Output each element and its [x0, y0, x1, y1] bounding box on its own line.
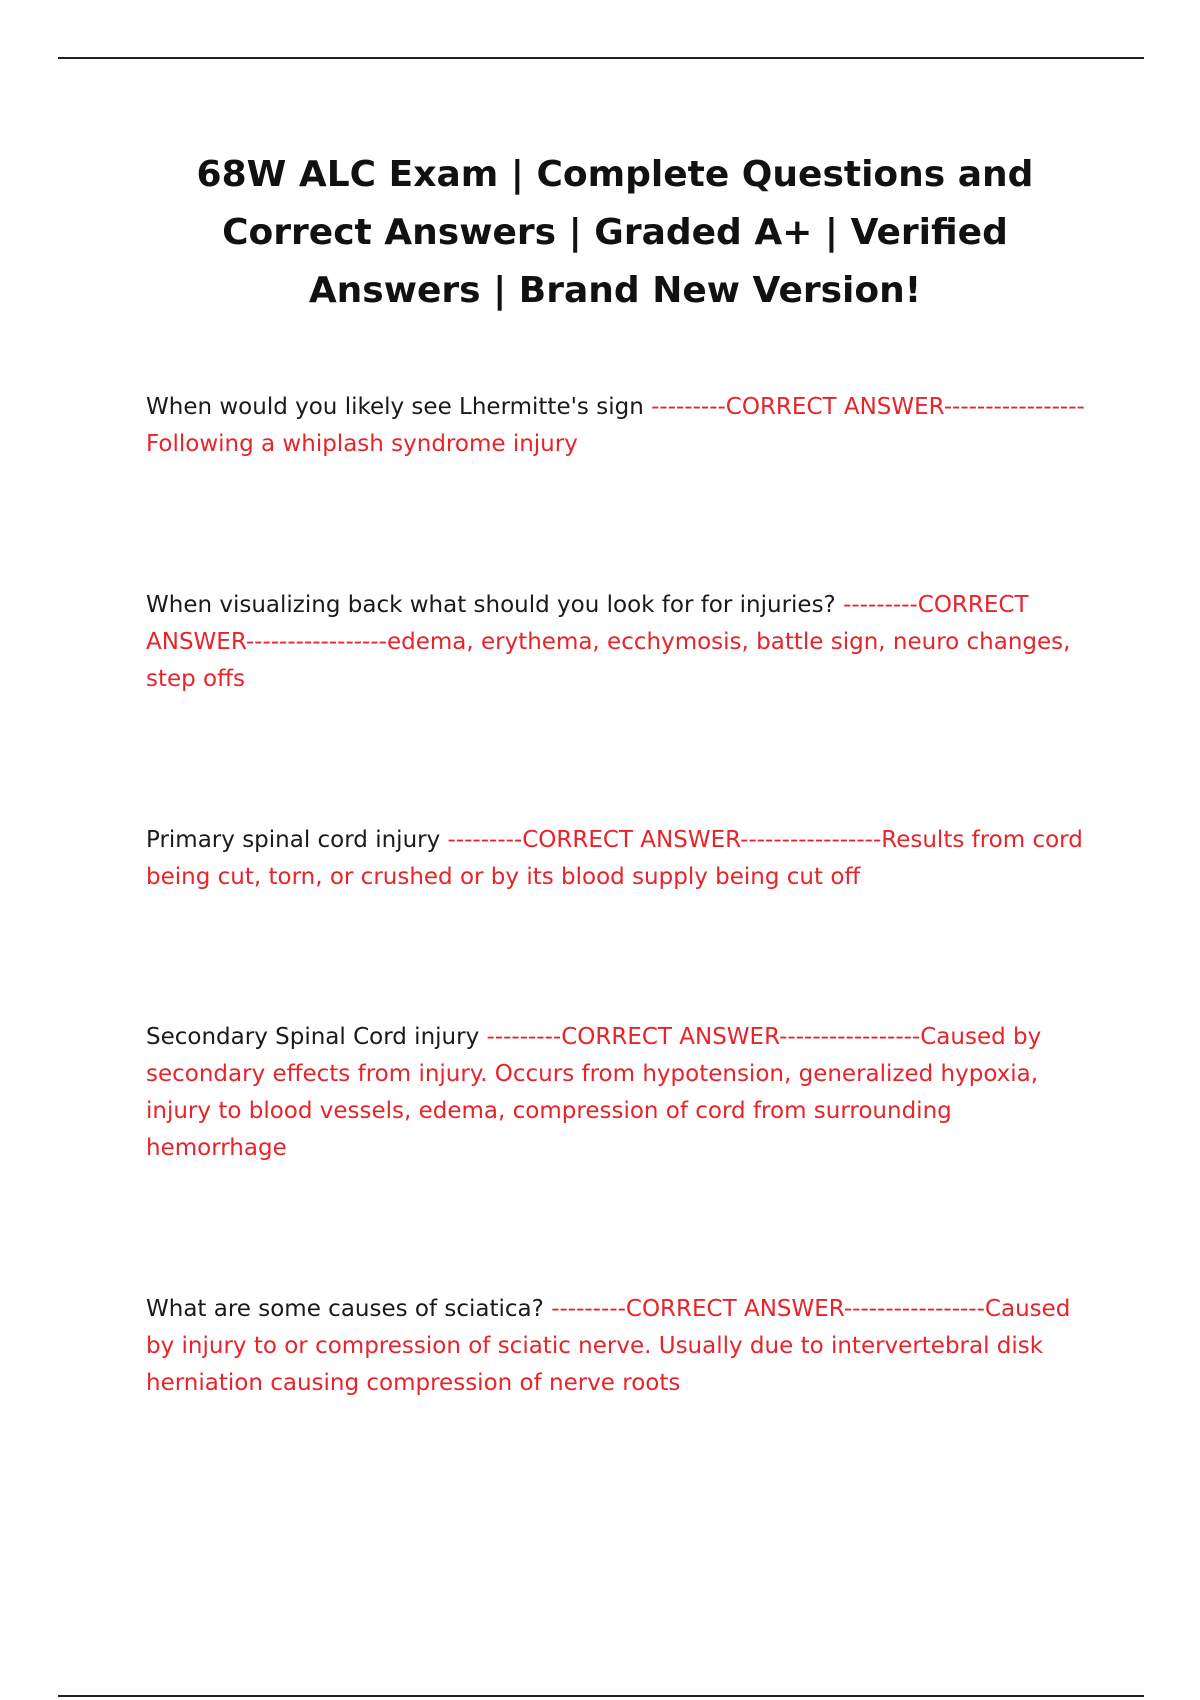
- answer-text: edema, erythema, ecchymosis, battle sign, neuro changes, step offs: [146, 629, 1071, 692]
- document-title: 68W ALC Exam | Complete Questions and Correct Answers | Graded A+ | Verified Answers | Brand New Version!: [196, 154, 1034, 311]
- question-text: What are some causes of sciatica?: [146, 1296, 552, 1322]
- qa-item: [146, 1291, 1096, 1402]
- qa-item: [146, 587, 1096, 698]
- qa-item: [146, 389, 1096, 463]
- answer-text: Caused by injury to or compression of sciatic nerve. Usually due to intervertebral disk herniation causing compression of nerve roots: [146, 1296, 1071, 1396]
- correct-answer-separator: ---------CORRECT ANSWER-----------------: [651, 394, 1085, 420]
- top-divider: [58, 57, 1144, 59]
- answer-text: Results from cord being cut, torn, or crushed or by its blood supply being cut off: [146, 827, 1083, 890]
- question-text: When visualizing back what should you look for for injuries?: [146, 592, 844, 618]
- answer-text: Caused by secondary effects from injury. Occurs from hypotension, generalized hypoxia, injury to blood vessels, edema, compression of cord from surrounding hemorrhage: [146, 1024, 1042, 1161]
- correct-answer-separator: ---------CORRECT ANSWER-----------------: [486, 1024, 921, 1050]
- qa-item: [146, 822, 1096, 896]
- correct-answer-separator: ---------CORRECT ANSWER-----------------: [146, 592, 1029, 655]
- question-text: Primary spinal cord injury: [146, 827, 448, 853]
- question-text: Secondary Spinal Cord injury: [146, 1024, 487, 1050]
- question-text: When would you likely see Lhermitte's sign: [146, 394, 652, 420]
- correct-answer-separator: ---------CORRECT ANSWER-----------------: [551, 1296, 985, 1322]
- answer-text: Following a whiplash syndrome injury: [146, 431, 578, 457]
- qa-item: [146, 1019, 1096, 1167]
- bottom-divider: [58, 1695, 1144, 1697]
- correct-answer-separator: ---------CORRECT ANSWER-----------------: [447, 827, 882, 853]
